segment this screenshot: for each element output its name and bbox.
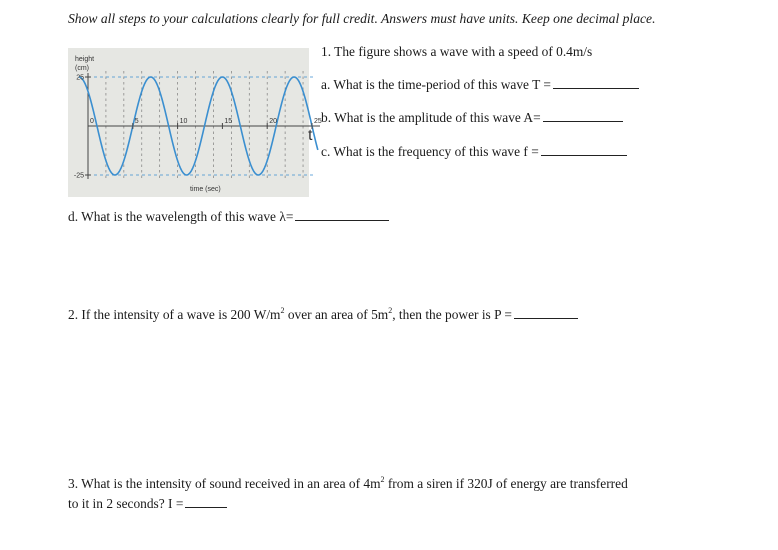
q1-b [321, 110, 623, 126]
q2-text-2: over an area of 5m [284, 307, 389, 322]
x-tick-label: 5 [134, 118, 139, 125]
x-tick-label: 15 [224, 118, 233, 125]
q2-sup-1: 2 [280, 306, 285, 315]
q3-line1 [68, 476, 628, 492]
q1-c-text: c. What is the frequency of this wave f = [321, 144, 539, 159]
q1-a-answer-blank[interactable] [553, 87, 639, 89]
instructions: Show all steps to your calculations clearly for full credit. Answers must have units. Keep one decimal place. [68, 11, 656, 26]
x-tick-label: 20 [269, 118, 277, 125]
x-tick-label: 25 [314, 118, 322, 125]
q2-text-3: , then the power is P = [392, 307, 512, 322]
q1-c-answer-blank[interactable] [541, 154, 627, 156]
q1-a-text: a. What is the time-period of this wave T = [321, 77, 551, 92]
q1-b-text: b. What is the amplitude of this wave A= [321, 110, 541, 125]
x-axis-label: time (sec) [190, 186, 221, 193]
q3-text-1: 3. What is the intensity of sound received in an area of 4m [68, 476, 381, 491]
q2-sup-2: 2 [388, 306, 393, 315]
y-axis-label-line2: (cm) [75, 65, 89, 72]
q3-text-3: to it in 2 seconds? I = [68, 496, 184, 511]
q2 [68, 307, 578, 323]
q2-answer-blank[interactable] [514, 317, 578, 319]
x-tick-label: 0 [90, 118, 94, 125]
q1-d [68, 209, 389, 225]
q3-line2 [68, 496, 227, 512]
q1-d-text: d. What is the wavelength of this wave λ= [68, 209, 294, 224]
y-axis-label-line1: height [75, 56, 95, 63]
q1-c [321, 144, 627, 160]
wave-chart [68, 48, 322, 197]
time-annotation: t [308, 127, 313, 144]
wave-figure [68, 48, 322, 197]
y-tick-label: 25 [76, 74, 84, 82]
q2-text-1: 2. If the intensity of a wave is 200 W/m [68, 307, 281, 322]
q1-d-answer-blank[interactable] [295, 219, 389, 221]
q1-b-answer-blank[interactable] [543, 120, 623, 122]
q1-a [321, 77, 639, 93]
y-tick-label: -25 [73, 172, 84, 180]
x-tick-label: 10 [179, 118, 188, 125]
q3-sup-1: 2 [380, 475, 385, 484]
q1-intro: 1. The figure shows a wave with a speed of 0.4m/s [321, 44, 593, 59]
q3-text-2: from a siren if 320J of energy are transferred [384, 476, 628, 491]
q3-answer-blank[interactable] [185, 506, 227, 508]
